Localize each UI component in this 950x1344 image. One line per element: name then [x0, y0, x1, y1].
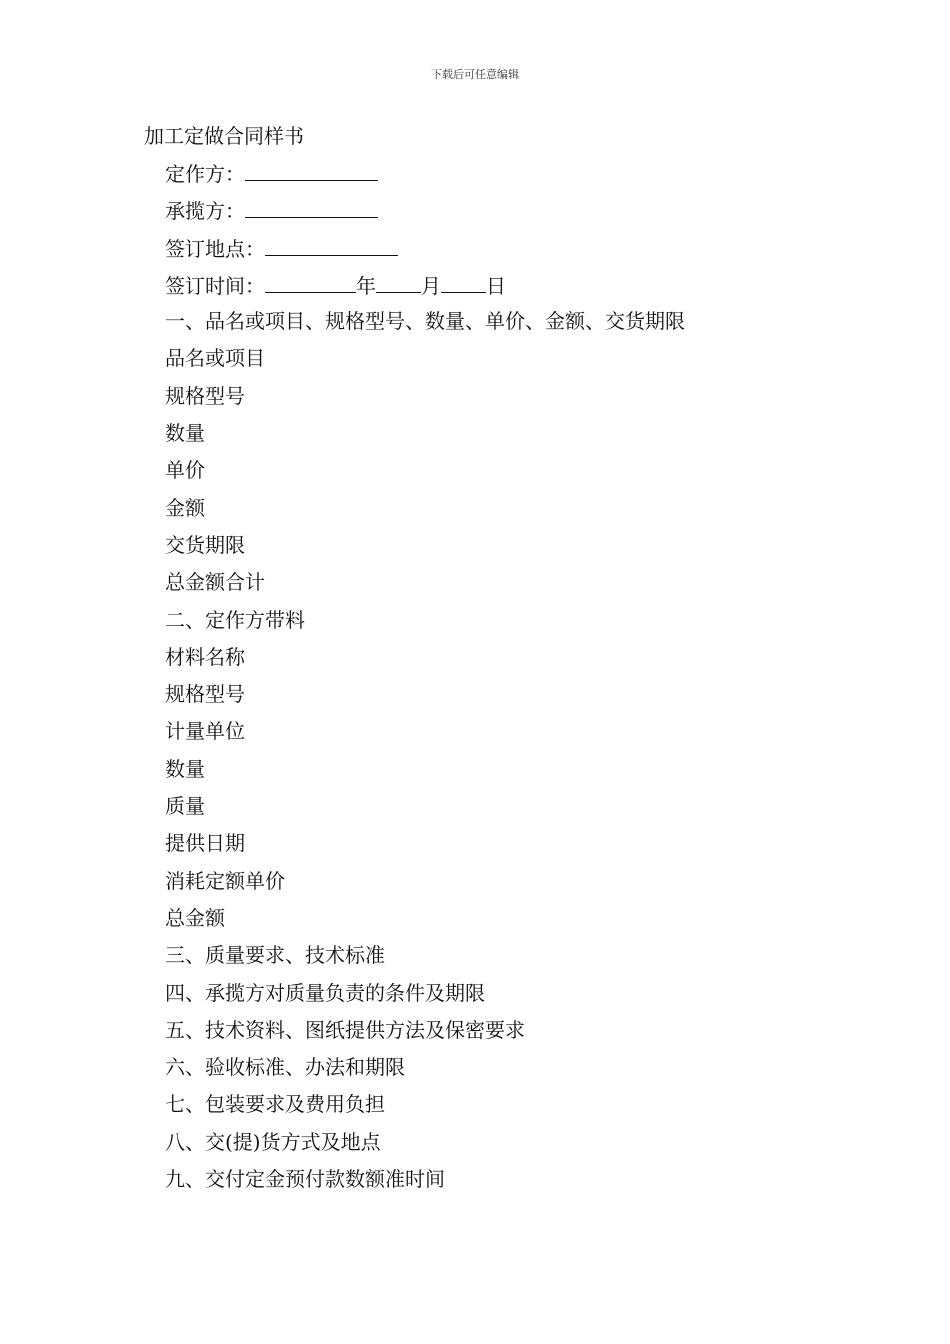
section-1-item: 金额: [165, 495, 205, 520]
party-b-label: 承揽方：: [165, 199, 245, 224]
party-a-line: [165, 158, 685, 195]
party-b-line: [165, 195, 685, 232]
section-2-item: 提供日期: [165, 831, 245, 856]
clause-4: 四、承揽方对质量负责的条件及期限: [165, 980, 485, 1005]
clause-8: 八、交(提)货方式及地点: [165, 1129, 381, 1154]
section-1-item: 交货期限: [165, 532, 245, 557]
section-1-item: 数量: [165, 421, 205, 446]
contract-body: [165, 158, 685, 1202]
section-2-heading: 二、定作方带料: [165, 607, 305, 632]
month-label: 月: [421, 273, 441, 298]
clause-9: 九、交付定金预付款数额准时间: [165, 1167, 445, 1192]
section-1-item: 规格型号: [165, 383, 245, 408]
sign-place-label: 签订地点：: [165, 236, 265, 261]
document-title: 加工定做合同样书: [144, 124, 304, 148]
section-2-item: 总金额: [165, 905, 225, 930]
month-blank[interactable]: [376, 270, 421, 293]
party-a-label: 定作方：: [165, 162, 245, 186]
sign-place-blank[interactable]: [265, 233, 398, 256]
section-2-item: 消耗定额单价: [165, 868, 285, 893]
party-a-blank[interactable]: [245, 158, 378, 181]
party-b-blank[interactable]: [245, 195, 378, 218]
year-blank[interactable]: [265, 270, 356, 293]
section-1-item: 单价: [165, 458, 205, 483]
sign-place-line: [165, 233, 685, 270]
section-1-heading: 一、品名或项目、规格型号、数量、单价、金额、交货期限: [165, 309, 685, 334]
clause-6: 六、验收标准、办法和期限: [165, 1055, 405, 1080]
section-1-item: 品名或项目: [165, 346, 265, 371]
day-blank[interactable]: [441, 270, 486, 293]
year-label: 年: [356, 273, 376, 298]
clause-7: 七、包装要求及费用负担: [165, 1092, 385, 1117]
sign-time-label: 签订时间：: [165, 273, 265, 298]
sign-time-line: [165, 270, 685, 307]
clause-3: 三、质量要求、技术标准: [165, 943, 385, 968]
section-1-item: 总金额合计: [165, 570, 265, 595]
section-2-item: 数量: [165, 756, 205, 781]
clause-5: 五、技术资料、图纸提供方法及保密要求: [165, 1017, 525, 1042]
day-label: 日: [486, 273, 506, 298]
section-2-item: 计量单位: [165, 719, 245, 744]
section-2-item: 规格型号: [165, 682, 245, 707]
section-2-item: 质量: [165, 794, 205, 819]
page-header-note: 下载后可任意编辑: [431, 68, 519, 81]
section-2-item: 材料名称: [165, 644, 245, 669]
